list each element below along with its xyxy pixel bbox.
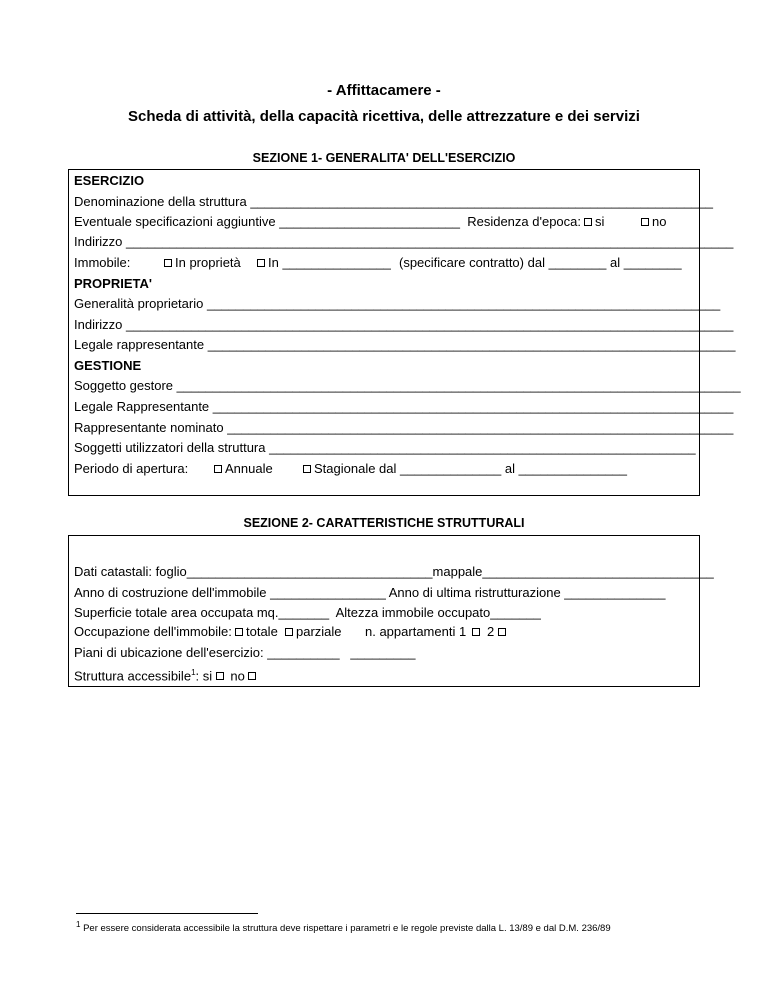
checkbox-icon[interactable]: [285, 628, 293, 636]
annuale-label: Annuale: [225, 461, 273, 476]
footnote: [76, 920, 611, 934]
accessibile-si-label: : si: [195, 668, 213, 684]
checkbox-icon[interactable]: [214, 465, 222, 473]
appartamenti-label: n. appartamenti 1: [365, 624, 467, 639]
totale-option[interactable]: [235, 624, 278, 640]
superficie-field[interactable]: Superficie totale area occupata mq._______ Altezza immobile occupato_______: [74, 605, 541, 620]
checkbox-icon[interactable]: [216, 672, 224, 680]
checkbox-icon[interactable]: [257, 259, 265, 267]
checkbox-icon[interactable]: [472, 628, 480, 636]
appartamenti-1-checkbox[interactable]: [472, 624, 483, 640]
section1-heading: SEZIONE 1- GENERALITA' DELL'ESERCIZIO: [252, 151, 516, 165]
document-title: - Affittacamere -: [327, 82, 441, 99]
in-proprieta-option[interactable]: [164, 255, 241, 271]
indirizzo-proprieta-field[interactable]: Indirizzo ____________________________________________________________________________________: [74, 317, 734, 332]
accessibile-row: [74, 665, 259, 684]
footnote-text: Per essere considerata accessibile la struttura deve rispettare i parametri e le regole previste dalla L. 13/89 e dal D.M. 236/89: [83, 923, 611, 935]
immobile-label: Immobile:: [74, 255, 131, 270]
denominazione-field[interactable]: Denominazione della struttura ________________________________________________________________: [74, 194, 714, 209]
section2-heading: SEZIONE 2- CARATTERISTICHE STRUTTURALI: [243, 516, 525, 530]
anno-field[interactable]: Anno di costruzione dell'immobile ________________ Anno di ultima ristrutturazione ______________: [74, 585, 666, 600]
occupazione-label: Occupazione dell'immobile:: [74, 624, 232, 639]
residenza-no-option[interactable]: [641, 214, 666, 230]
totale-label: totale: [246, 624, 278, 639]
periodo-label: Periodo di apertura:: [74, 461, 189, 476]
parziale-option[interactable]: [285, 624, 342, 640]
stagionale-label: Stagionale dal ______________ al _______________: [314, 461, 628, 476]
esercizio-header: ESERCIZIO: [74, 173, 145, 188]
in-proprieta-label: In proprietà: [175, 255, 241, 270]
residenza-si-option[interactable]: [584, 214, 604, 230]
footnote-number: 1: [76, 920, 81, 929]
checkbox-icon[interactable]: [248, 672, 256, 680]
contratto-field[interactable]: (specificare contratto) dal ________ al ________: [399, 255, 682, 270]
appartamenti-2-option[interactable]: [487, 624, 509, 640]
annuale-option[interactable]: [214, 461, 273, 477]
legale-rappresentante-field[interactable]: Legale rappresentante _________________________________________________________________________: [74, 337, 736, 352]
proprieta-header: PROPRIETA': [74, 276, 152, 291]
gestione-header: GESTIONE: [74, 358, 142, 373]
checkbox-icon[interactable]: [303, 465, 311, 473]
section1-box: [68, 169, 741, 496]
parziale-label: parziale: [296, 624, 342, 639]
section2-box: [68, 535, 714, 687]
footnote-divider: [76, 913, 258, 914]
stagionale-option[interactable]: [303, 461, 627, 477]
checkbox-icon[interactable]: [164, 259, 172, 267]
legale-rappresentante-gestione-field[interactable]: Legale Rappresentante ________________________________________________________________________: [74, 399, 734, 414]
in-label: In _______________: [268, 255, 391, 270]
accessibile-no-label: no: [230, 668, 245, 684]
appartamenti-2-label: 2: [487, 624, 495, 639]
in-option[interactable]: [257, 255, 391, 271]
catastali-field[interactable]: Dati catastali: foglio__________________________________mappale________________________________: [74, 564, 714, 579]
specificazioni-field[interactable]: Eventuale specificazioni aggiuntive _________________________ Residenza d'epoca:: [74, 214, 581, 229]
piani-field[interactable]: Piani di ubicazione dell'esercizio: __________ _________: [74, 645, 416, 660]
residenza-no-label: no: [652, 214, 667, 229]
soggetto-gestore-field[interactable]: Soggetto gestore ______________________________________________________________________________: [74, 378, 741, 393]
indirizzo-field[interactable]: Indirizzo ____________________________________________________________________________________: [74, 234, 734, 249]
checkbox-icon[interactable]: [584, 218, 592, 226]
rappresentante-nominato-field[interactable]: Rappresentante nominato ______________________________________________________________________: [74, 420, 734, 435]
residenza-si-label: si: [595, 214, 605, 229]
generalita-field[interactable]: Generalità proprietario _______________________________________________________________________: [74, 296, 721, 311]
footnote-ref: 1: [191, 668, 196, 677]
checkbox-icon[interactable]: [641, 218, 649, 226]
soggetti-utilizzatori-field[interactable]: Soggetti utilizzatori della struttura ___________________________________________________________: [74, 440, 696, 455]
document-subtitle: Scheda di attività, della capacità ricettiva, delle attrezzature e dei servizi: [128, 108, 640, 125]
checkbox-icon[interactable]: [498, 628, 506, 636]
accessibile-label: Struttura accessibile: [74, 668, 192, 684]
checkbox-icon[interactable]: [235, 628, 243, 636]
